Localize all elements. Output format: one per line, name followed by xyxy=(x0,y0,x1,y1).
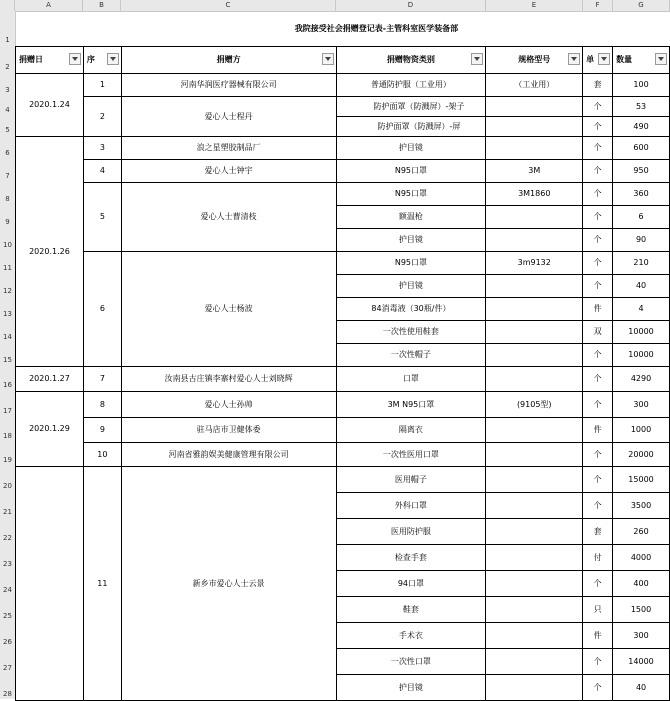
table-row xyxy=(16,96,670,116)
unit-cell[interactable]: 个 xyxy=(583,205,613,228)
header-donor-label: 捐赠方 xyxy=(216,55,241,64)
item-cell[interactable]: 一次性使用鞋套 xyxy=(336,320,486,343)
filter-dropdown-icon[interactable] xyxy=(655,53,667,65)
unit-cell[interactable]: 个 xyxy=(583,366,613,391)
spec-cell[interactable]: 3M1860 xyxy=(486,182,583,205)
date-cell[interactable]: 2020.1.29 xyxy=(16,391,84,466)
spec-cell[interactable]: (9105型) xyxy=(486,391,583,417)
header-seq-label: 序 xyxy=(86,55,95,64)
donor-cell[interactable]: 爱心人士孙帅 xyxy=(121,391,336,417)
row-number[interactable]: 17 xyxy=(3,407,12,415)
qty-cell[interactable]: 10000 xyxy=(613,343,670,366)
qty-cell[interactable]: 400 xyxy=(613,570,670,596)
unit-cell[interactable]: 付 xyxy=(583,544,613,570)
row-number[interactable]: 18 xyxy=(3,432,12,440)
unit-cell[interactable]: 个 xyxy=(583,116,613,136)
filter-dropdown-icon[interactable] xyxy=(471,53,483,65)
date-cell[interactable]: 2020.1.27 xyxy=(16,366,84,391)
header-date xyxy=(16,46,84,73)
qty-cell[interactable]: 4 xyxy=(613,297,670,320)
donor-cell[interactable]: 河南省雅韵娱美健康管理有限公司 xyxy=(121,442,336,466)
qty-cell[interactable]: 600 xyxy=(613,136,670,159)
unit-cell[interactable]: 套 xyxy=(583,73,613,96)
header-item-label: 捐赠物资类别 xyxy=(386,55,435,64)
page-title: 我院接受社会捐赠登记表-主管科室医学装备部 xyxy=(294,23,459,33)
donor-cell[interactable]: 爱心人士杨波 xyxy=(121,251,336,366)
item-cell[interactable]: 94口罩 xyxy=(336,570,486,596)
header-qty-label: 数量 xyxy=(616,55,633,64)
row-number[interactable]: 26 xyxy=(3,638,12,646)
spec-cell[interactable] xyxy=(486,466,583,492)
item-cell[interactable]: 口罩 xyxy=(336,366,486,391)
item-cell[interactable]: 防护面罩（防溅屏）-屏 xyxy=(336,116,486,136)
column-header-b[interactable]: B xyxy=(83,0,121,11)
unit-cell[interactable]: 个 xyxy=(583,274,613,297)
qty-cell[interactable]: 4290 xyxy=(613,366,670,391)
seq-cell[interactable]: 6 xyxy=(83,251,121,366)
filter-dropdown-icon[interactable] xyxy=(107,53,119,65)
spec-cell[interactable]: 3M xyxy=(486,159,583,182)
spec-cell[interactable] xyxy=(486,228,583,251)
item-cell[interactable]: 检查手套 xyxy=(336,544,486,570)
row-number[interactable]: 27 xyxy=(3,664,12,672)
row-number[interactable]: 21 xyxy=(3,508,12,516)
spec-cell[interactable] xyxy=(486,518,583,544)
row-number[interactable]: 13 xyxy=(3,310,12,318)
item-cell[interactable]: 额温枪 xyxy=(336,205,486,228)
qty-cell[interactable]: 300 xyxy=(613,622,670,648)
table-row xyxy=(16,466,670,492)
qty-cell[interactable]: 40 xyxy=(613,274,670,297)
item-cell[interactable]: 手术衣 xyxy=(336,622,486,648)
spec-cell[interactable] xyxy=(486,648,583,674)
unit-cell[interactable]: 个 xyxy=(583,343,613,366)
row-number[interactable]: 19 xyxy=(3,456,12,464)
qty-cell[interactable]: 90 xyxy=(613,228,670,251)
seq-cell[interactable]: 10 xyxy=(83,442,121,466)
column-header-c[interactable]: C xyxy=(121,0,336,11)
unit-cell[interactable]: 个 xyxy=(583,466,613,492)
row-number[interactable]: 16 xyxy=(3,381,12,389)
item-cell[interactable]: 3M N95口罩 xyxy=(336,391,486,417)
seq-cell[interactable]: 3 xyxy=(83,136,121,159)
qty-cell[interactable]: 20000 xyxy=(613,442,670,466)
seq-cell[interactable]: 7 xyxy=(83,366,121,391)
item-cell[interactable]: 防护面罩（防溅屏）-架子 xyxy=(336,96,486,116)
row-number[interactable]: 23 xyxy=(3,560,12,568)
row-number[interactable]: 12 xyxy=(3,287,12,295)
header-seq xyxy=(83,46,121,73)
header-item xyxy=(336,46,486,73)
row-number[interactable]: 28 xyxy=(3,690,12,698)
item-cell[interactable]: 一次性医用口罩 xyxy=(336,442,486,466)
item-cell[interactable]: 护目镜 xyxy=(336,274,486,297)
unit-cell[interactable]: 个 xyxy=(583,159,613,182)
item-cell[interactable]: 护目镜 xyxy=(336,136,486,159)
column-header-f[interactable]: F xyxy=(583,0,613,11)
header-unit-label: 单 xyxy=(586,55,595,64)
qty-cell[interactable]: 4000 xyxy=(613,544,670,570)
item-cell[interactable]: N95口罩 xyxy=(336,159,486,182)
header-unit xyxy=(583,46,613,73)
filter-dropdown-icon[interactable] xyxy=(322,53,334,65)
header-qty xyxy=(613,46,670,73)
donor-cell[interactable]: 爱心人士程丹 xyxy=(121,96,336,136)
spec-cell[interactable] xyxy=(486,96,583,116)
table-row xyxy=(16,251,670,274)
unit-cell[interactable]: 件 xyxy=(583,297,613,320)
row-number[interactable]: 6 xyxy=(5,149,10,157)
table-row xyxy=(16,366,670,391)
column-header-g[interactable]: G xyxy=(613,0,670,11)
donor-cell[interactable]: 河南华润医疗器械有限公司 xyxy=(121,73,336,96)
qty-cell[interactable]: 950 xyxy=(613,159,670,182)
spec-cell[interactable] xyxy=(486,570,583,596)
item-cell[interactable]: 外科口罩 xyxy=(336,492,486,518)
row-number[interactable]: 8 xyxy=(5,195,10,203)
qty-cell[interactable]: 14000 xyxy=(613,648,670,674)
column-header-e[interactable]: E xyxy=(486,0,583,11)
row-number[interactable]: 4 xyxy=(5,106,10,114)
filter-dropdown-icon[interactable] xyxy=(568,53,580,65)
row-number[interactable]: 9 xyxy=(5,218,10,226)
qty-cell[interactable]: 1500 xyxy=(613,596,670,622)
donor-cell[interactable]: 爱心人士钟宇 xyxy=(121,159,336,182)
spec-cell[interactable] xyxy=(486,442,583,466)
row-number[interactable]: 7 xyxy=(5,172,10,180)
column-header-a[interactable]: A xyxy=(15,0,83,11)
unit-cell[interactable]: 个 xyxy=(583,674,613,700)
spec-cell[interactable] xyxy=(486,116,583,136)
unit-cell[interactable]: 个 xyxy=(583,251,613,274)
header-date-label: 捐赠日 xyxy=(19,55,43,64)
item-cell[interactable]: 护目镜 xyxy=(336,674,486,700)
header-row xyxy=(16,46,670,73)
unit-cell[interactable]: 套 xyxy=(583,518,613,544)
header-spec xyxy=(486,46,583,73)
donation-table xyxy=(15,11,670,701)
unit-cell[interactable]: 双 xyxy=(583,320,613,343)
row-number[interactable]: 1 xyxy=(5,36,10,44)
filter-dropdown-icon[interactable] xyxy=(69,53,81,65)
item-cell[interactable]: 护目镜 xyxy=(336,228,486,251)
unit-cell[interactable]: 个 xyxy=(583,136,613,159)
qty-cell[interactable]: 3500 xyxy=(613,492,670,518)
unit-cell[interactable]: 个 xyxy=(583,442,613,466)
qty-cell[interactable]: 490 xyxy=(613,116,670,136)
spec-cell[interactable] xyxy=(486,492,583,518)
qty-cell[interactable]: 100 xyxy=(613,73,670,96)
row-number[interactable]: 15 xyxy=(3,356,12,364)
item-cell[interactable]: 一次性口罩 xyxy=(336,648,486,674)
spec-cell[interactable] xyxy=(486,622,583,648)
qty-cell[interactable]: 10000 xyxy=(613,320,670,343)
row-number[interactable]: 25 xyxy=(3,612,12,620)
donor-cell[interactable]: 汝南县古庄镇李寨村爱心人士刘晓辉 xyxy=(121,366,336,391)
header-spec-label: 规格型号 xyxy=(518,55,551,64)
table-row xyxy=(16,182,670,205)
qty-cell[interactable]: 6 xyxy=(613,205,670,228)
item-cell[interactable]: 鞋套 xyxy=(336,596,486,622)
spec-cell[interactable] xyxy=(486,320,583,343)
table-row xyxy=(16,417,670,442)
table-row xyxy=(16,136,670,159)
item-cell[interactable]: N95口罩 xyxy=(336,182,486,205)
column-header-d[interactable]: D xyxy=(336,0,486,11)
spec-cell[interactable]: 3m9132 xyxy=(486,251,583,274)
qty-cell[interactable]: 1000 xyxy=(613,417,670,442)
seq-cell[interactable]: 5 xyxy=(83,182,121,251)
unit-cell[interactable]: 只 xyxy=(583,596,613,622)
header-donor xyxy=(121,46,336,73)
unit-cell[interactable]: 个 xyxy=(583,96,613,116)
seq-cell[interactable]: 11 xyxy=(83,466,121,700)
spec-cell[interactable] xyxy=(486,343,583,366)
seq-cell[interactable]: 4 xyxy=(83,159,121,182)
seq-cell[interactable]: 8 xyxy=(83,391,121,417)
spec-cell[interactable] xyxy=(486,274,583,297)
spec-cell[interactable] xyxy=(486,544,583,570)
qty-cell[interactable]: 300 xyxy=(613,391,670,417)
qty-cell[interactable]: 40 xyxy=(613,674,670,700)
spec-cell[interactable] xyxy=(486,205,583,228)
spec-cell[interactable] xyxy=(486,674,583,700)
row-number[interactable]: 14 xyxy=(3,333,12,341)
spec-cell[interactable] xyxy=(486,136,583,159)
spec-cell[interactable] xyxy=(486,366,583,391)
unit-cell[interactable]: 个 xyxy=(583,182,613,205)
item-cell[interactable]: 医用帽子 xyxy=(336,466,486,492)
unit-cell[interactable]: 个 xyxy=(583,228,613,251)
date-cell[interactable]: 2020.1.26 xyxy=(16,136,84,366)
item-cell[interactable]: 医用防护服 xyxy=(336,518,486,544)
row-number[interactable]: 22 xyxy=(3,534,12,542)
title-blank xyxy=(16,11,84,46)
item-cell[interactable]: 普通防护服（工业用） xyxy=(336,73,486,96)
unit-cell[interactable]: 件 xyxy=(583,622,613,648)
table-row xyxy=(16,73,670,96)
table-row xyxy=(16,391,670,417)
seq-cell[interactable]: 2 xyxy=(83,96,121,136)
row-number[interactable]: 3 xyxy=(5,86,10,94)
qty-cell[interactable]: 260 xyxy=(613,518,670,544)
item-cell[interactable]: 一次性帽子 xyxy=(336,343,486,366)
unit-cell[interactable]: 个 xyxy=(583,570,613,596)
row-number[interactable]: 10 xyxy=(3,241,12,249)
item-cell[interactable]: 隔离衣 xyxy=(336,417,486,442)
row-number[interactable]: 11 xyxy=(3,264,12,272)
donor-cell[interactable]: 浪之星塑胶制品厂 xyxy=(121,136,336,159)
qty-cell[interactable]: 53 xyxy=(613,96,670,116)
item-cell[interactable]: 84消毒液（30瓶/件） xyxy=(336,297,486,320)
qty-cell[interactable]: 360 xyxy=(613,182,670,205)
spec-cell[interactable] xyxy=(486,417,583,442)
date-cell[interactable] xyxy=(16,466,84,700)
seq-cell[interactable]: 1 xyxy=(83,73,121,96)
row-number[interactable]: 20 xyxy=(3,482,12,490)
unit-cell[interactable]: 个 xyxy=(583,492,613,518)
unit-cell[interactable]: 个 xyxy=(583,391,613,417)
date-cell[interactable]: 2020.1.24 xyxy=(16,73,84,136)
seq-cell[interactable]: 9 xyxy=(83,417,121,442)
item-cell[interactable]: N95口罩 xyxy=(336,251,486,274)
qty-cell[interactable]: 15000 xyxy=(613,466,670,492)
unit-cell[interactable]: 件 xyxy=(583,417,613,442)
donor-cell[interactable]: 爱心人士曹清枝 xyxy=(121,182,336,251)
row-number[interactable]: 24 xyxy=(3,586,12,594)
filter-dropdown-icon[interactable] xyxy=(598,53,610,65)
donor-cell[interactable]: 新乡市爱心人士云景 xyxy=(121,466,336,700)
spec-cell[interactable] xyxy=(486,297,583,320)
row-number[interactable]: 2 xyxy=(5,63,10,71)
select-all-corner[interactable] xyxy=(0,0,15,11)
spec-cell[interactable]: （工业用） xyxy=(486,73,583,96)
table-row xyxy=(16,159,670,182)
unit-cell[interactable]: 个 xyxy=(583,648,613,674)
donor-cell[interactable]: 驻马店市卫健体委 xyxy=(121,417,336,442)
row-number[interactable]: 5 xyxy=(5,126,10,134)
table-row xyxy=(16,442,670,466)
qty-cell[interactable]: 210 xyxy=(613,251,670,274)
spec-cell[interactable] xyxy=(486,596,583,622)
